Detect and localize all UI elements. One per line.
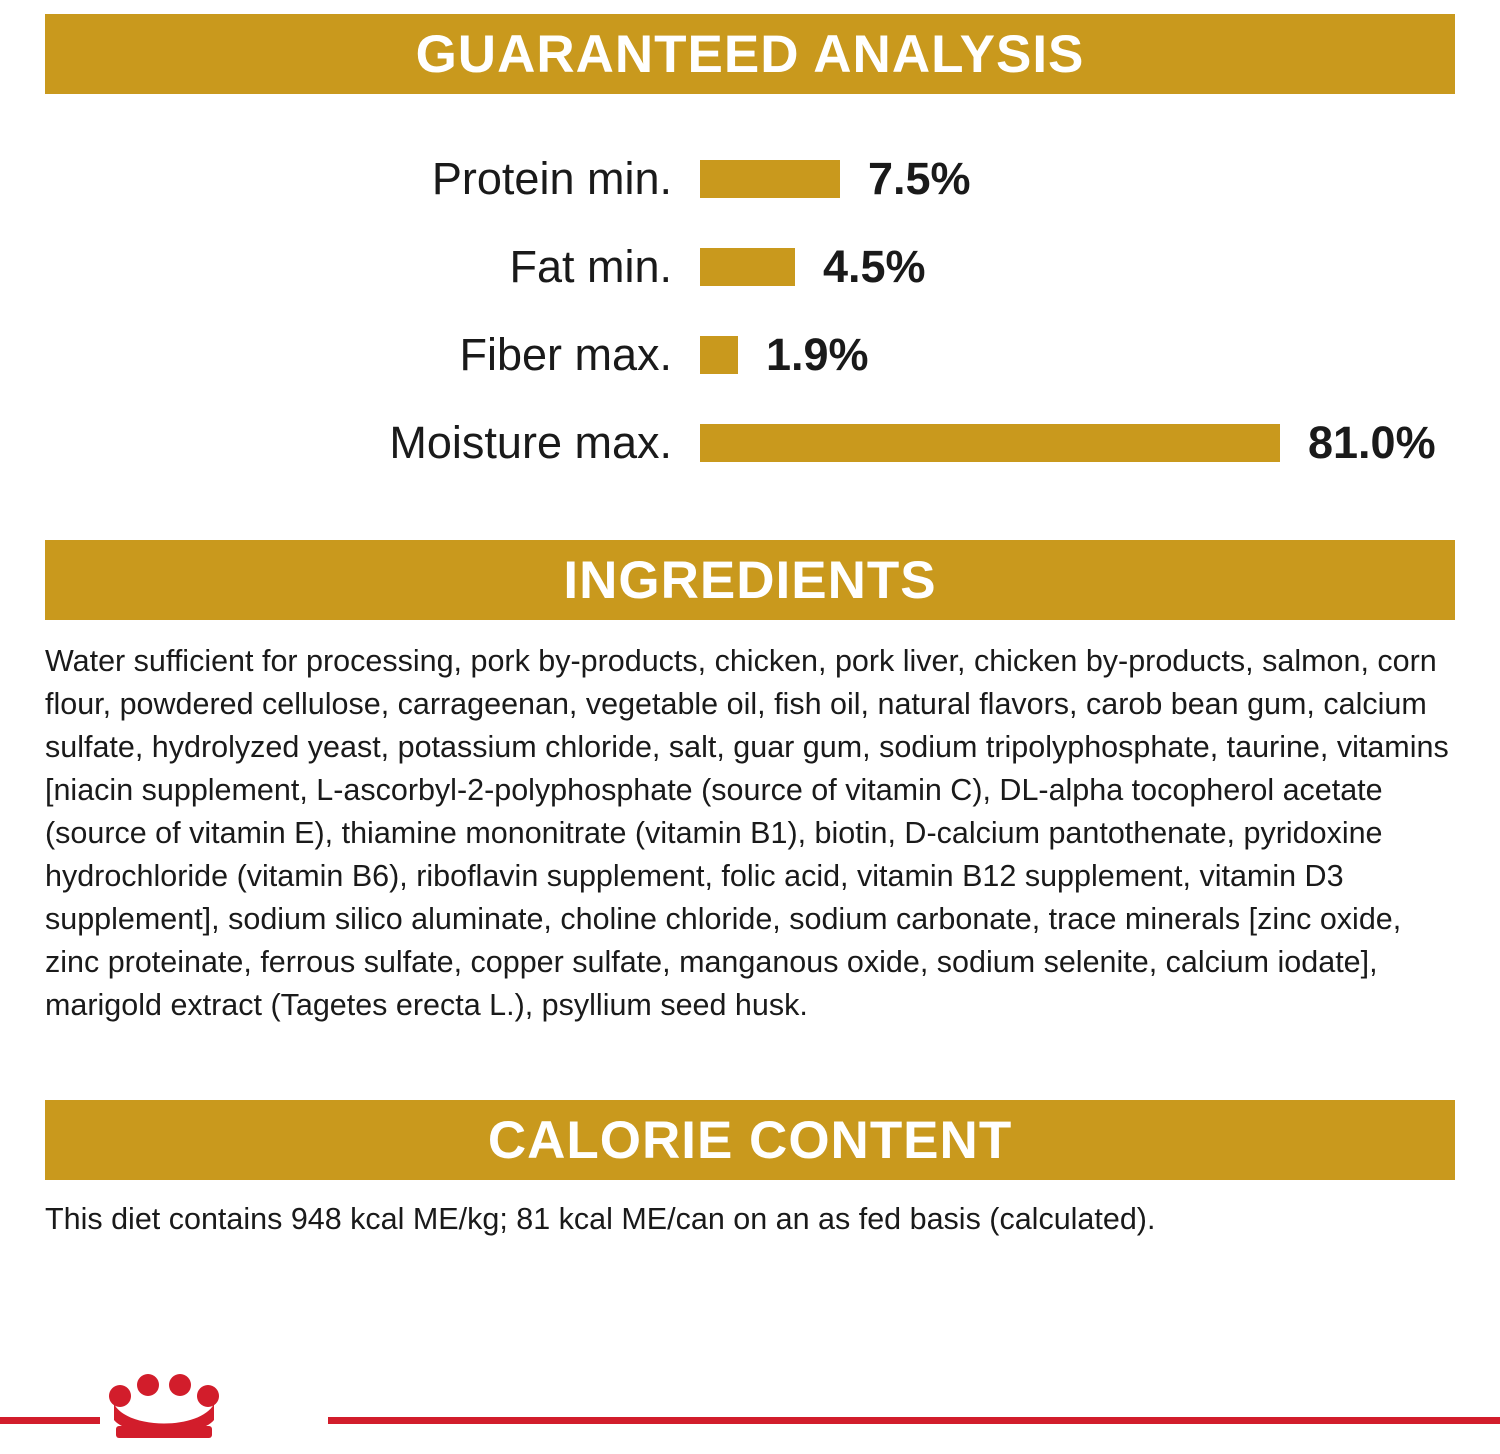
analysis-label: Moisture max. bbox=[389, 417, 672, 468]
analysis-value: 4.5% bbox=[823, 241, 926, 292]
analysis-value: 7.5% bbox=[868, 153, 971, 204]
guaranteed-analysis-chart bbox=[45, 135, 1455, 487]
section-header-guaranteed-analysis: GUARANTEED ANALYSIS bbox=[45, 14, 1455, 94]
analysis-bar bbox=[700, 336, 738, 374]
analysis-bar-wrap bbox=[700, 329, 869, 381]
footer bbox=[0, 1368, 1500, 1454]
analysis-value: 1.9% bbox=[766, 329, 869, 380]
analysis-row bbox=[45, 399, 1455, 487]
analysis-bar-wrap bbox=[700, 417, 1436, 469]
footer-rule-left bbox=[0, 1417, 100, 1424]
section-header-ingredients: INGREDIENTS bbox=[45, 540, 1455, 620]
footer-rule-right bbox=[328, 1417, 1500, 1424]
analysis-value: 81.0% bbox=[1308, 417, 1436, 468]
analysis-bar bbox=[700, 248, 795, 286]
analysis-row bbox=[45, 135, 1455, 223]
analysis-row bbox=[45, 311, 1455, 399]
analysis-label: Fiber max. bbox=[459, 329, 672, 380]
analysis-label: Fat min. bbox=[509, 241, 672, 292]
analysis-bar bbox=[700, 424, 1280, 462]
ingredients-paragraph: Water sufficient for processing, pork by-products, chicken, pork liver, chicken by-products, salmon, corn flour, powdered cellulose, carrageenan, vegetable oil, fish oil, natural flavors, carob bean gum, calcium sulfate, hydrolyzed yeast, potassium chloride, salt, guar gum, sodium tripolyphosphate, taurine, vitamins [niacin supplement, L-ascorbyl-2-polyphosphate (source of vitamin C), DL-alpha tocopherol acetate (source of vitamin E), thiamine mononitrate (vitamin B1), biotin, D-calcium pantothenate, pyridoxine hydrochloride (vitamin B6), riboflavin supplement, folic acid, vitamin B12 supplement, vitamin D3 supplement], sodium silico aluminate, choline chloride, sodium carbonate, trace minerals [zinc oxide, zinc proteinate, ferrous sulfate, copper sulfate, manganous oxide, sodium selenite, calcium iodate], marigold extract (Tagetes erecta L.), psyllium seed husk. bbox=[45, 644, 1449, 1022]
analysis-row bbox=[45, 223, 1455, 311]
analysis-label: Protein min. bbox=[431, 153, 672, 204]
calorie-content-paragraph: This diet contains 948 kcal ME/kg; 81 kcal ME/can on an as fed basis (calculated). bbox=[45, 1202, 1156, 1236]
section-header-calorie-content: CALORIE CONTENT bbox=[45, 1100, 1455, 1180]
royal-canin-crown-icon bbox=[108, 1374, 226, 1446]
analysis-bar-wrap bbox=[700, 241, 926, 293]
analysis-bar bbox=[700, 160, 840, 198]
analysis-bar-wrap bbox=[700, 153, 971, 205]
